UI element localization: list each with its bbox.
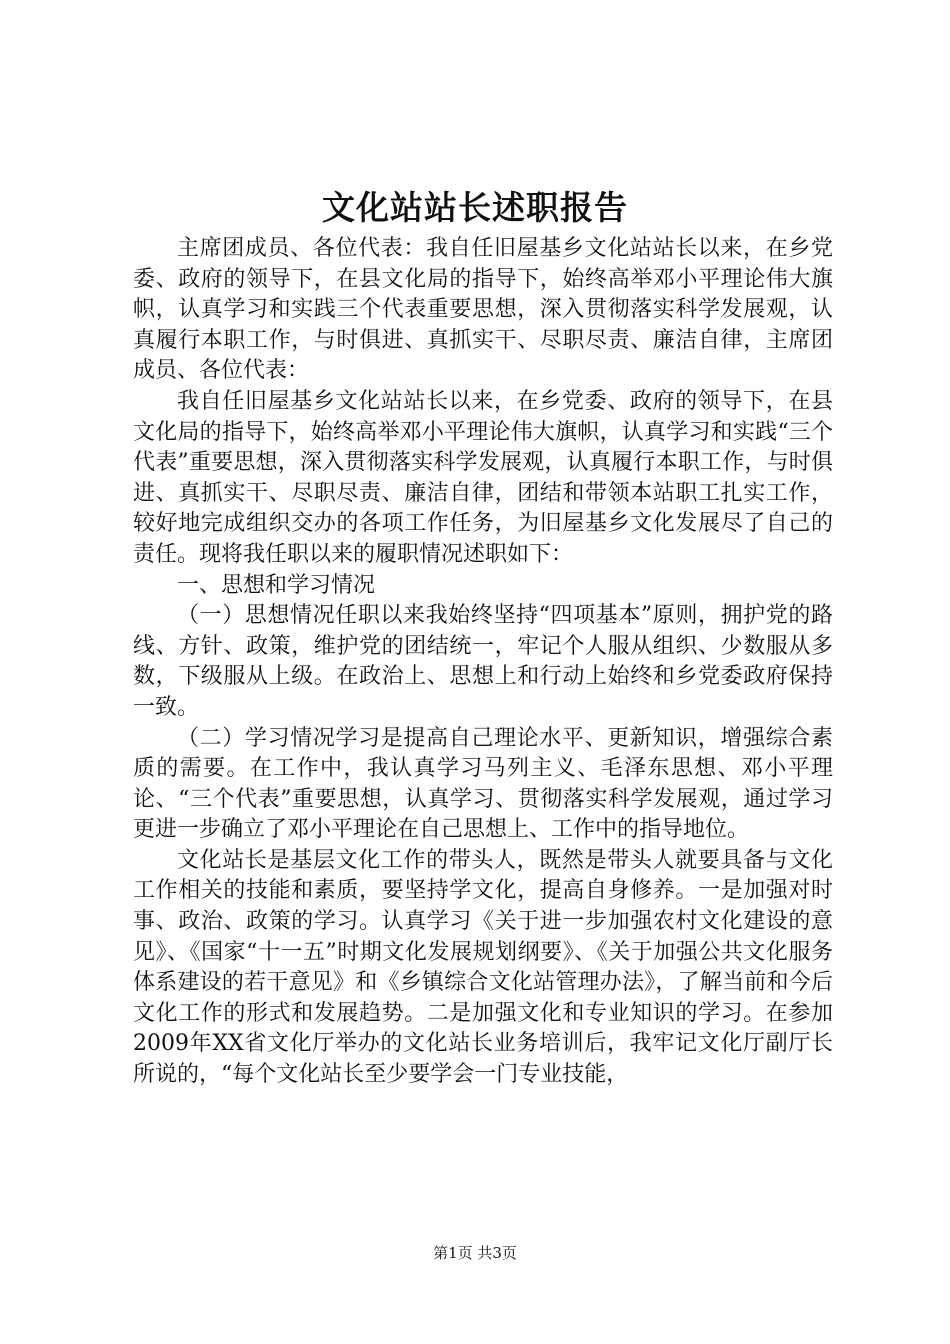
paragraph-thought: （一）思想情况任职以来我始终坚持“四项基本”原则，拥护党的路线、方针、政策，维护党的团结统一，牢记个人服从组织、少数服从多数，下级服从上级。在政治上、思想上和行动上始终和乡党委政府保持一致。 [133,603,833,720]
paragraph-study: （二）学习情况学习是提高自己理论水平、更新知识，增强综合素质的需要。在工作中，我认真学习马列主义、毛泽东思想、邓小平理论、“三个代表”重要思想，认真学习、贯彻落实科学发展观，通过学习更进一步确立了邓小平理论在自己思想上、工作中的指导地位。 [133,725,833,843]
section-heading-thought-study: 一、思想和学习情况 [177,572,376,598]
paragraph-intro: 我自任旧屋基乡文化站站长以来，在乡党委、政府的领导下，在县文化局的指导下，始终高举邓小平理论伟大旗帜，认真学习和实践“三个代表”重要思想，深入贯彻落实科学发展观，认真履行本职工作，与时俱进、真抓实干、尽职尽责、廉洁自律，团结和带领本站职工扎实工作，较好地完成组织交办的各项工作任务，为旧屋基乡文化发展尽了自己的责任。现将我任职以来的履职情况述职如下： [133,388,833,567]
paragraph-greeting: 主席团成员、各位代表：我自任旧屋基乡文化站站长以来，在乡党委、政府的领导下，在县文化局的指导下，始终高举邓小平理论伟大旗帜，认真学习和实践三个代表重要思想，深入贯彻落实科学发展观，认真履行本职工作，与时俱进、真抓实干、尽职尽责、廉洁自律，主席团成员、各位代表： [133,236,833,384]
document-title: 文化站站长述职报告 [322,188,628,227]
document-body [133,234,833,1091]
page-number-footer: 第1页 共3页 [433,1244,517,1262]
paragraph-station-leader: 文化站长是基层文化工作的带头人，既然是带头人就要具备与文化工作相关的技能和素质，要坚持学文化，提高自身修养。一是加强对时事、政治、政策的学习。认真学习《关于进一步加强农村文化建设的意见》、《国家“十一五”时期文化发展规划纲要》、《关于加强公共文化服务体系建设的若干意见》和《乡镇综合文化站管理办法》，了解当前和今后文化工作的形式和发展趋势。二是加强文化和专业知识的学习。在参加2009年XX省文化厅举办的文化站长业务培训后，我牢记文化厅副厅长所说的，“每个文化站长至少要学会一门专业技能， [133,847,833,1088]
